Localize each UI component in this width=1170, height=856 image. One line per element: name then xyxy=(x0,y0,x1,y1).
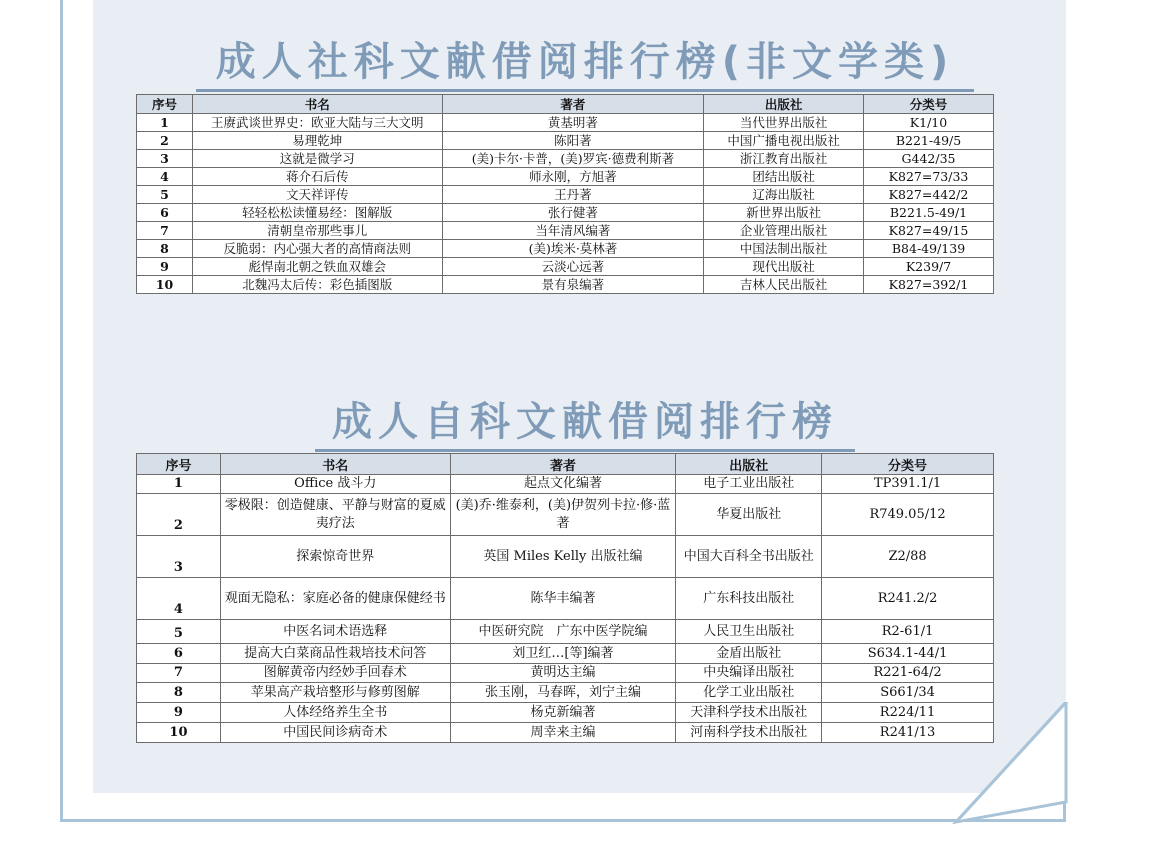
cell-call-number: K239/7 xyxy=(864,258,994,276)
table-header-row xyxy=(137,95,994,114)
section1-heading xyxy=(0,30,1170,92)
cell-index: 4 xyxy=(137,578,221,620)
cell-title: 易理乾坤 xyxy=(192,132,442,150)
cell-publisher: 中央编译出版社 xyxy=(676,664,822,683)
header-author: 著者 xyxy=(450,454,676,475)
cell-index: 6 xyxy=(137,644,221,664)
cell-call-number: S661/34 xyxy=(822,683,994,703)
cell-title: 中医名词术语选释 xyxy=(220,620,450,644)
cell-publisher: 中国大百科全书出版社 xyxy=(676,536,822,578)
cell-call-number: Z2/88 xyxy=(822,536,994,578)
cell-call-number: TP391.1/1 xyxy=(822,475,994,494)
cell-title: 图解黄帝内经妙手回春术 xyxy=(220,664,450,683)
cell-publisher: 当代世界出版社 xyxy=(704,114,864,132)
table-row xyxy=(137,578,994,620)
natural-science-ranking-table xyxy=(136,453,994,743)
section2-title: 成人自科文献借阅排行榜 xyxy=(332,399,838,445)
cell-publisher: 河南科学技术出版社 xyxy=(676,723,822,743)
table-row xyxy=(137,204,994,222)
cell-author: 云淡心远著 xyxy=(442,258,704,276)
cell-title: 轻轻松松读懂易经：图解版 xyxy=(192,204,442,222)
cell-call-number: K827=392/1 xyxy=(864,276,994,294)
table-row xyxy=(137,723,994,743)
cell-index: 4 xyxy=(137,168,193,186)
cell-title: 王赓武谈世界史：欧亚大陆与三大文明 xyxy=(192,114,442,132)
cell-author: 王丹著 xyxy=(442,186,704,204)
table-row xyxy=(137,683,994,703)
cell-title: 北魏冯太后传：彩色插图版 xyxy=(192,276,442,294)
cell-call-number: B221.5-49/1 xyxy=(864,204,994,222)
cell-author: 中医研究院 广东中医学院编 xyxy=(450,620,676,644)
table-row xyxy=(137,664,994,683)
cell-author: 杨克新编著 xyxy=(450,703,676,723)
header-index: 序号 xyxy=(137,454,221,475)
cell-publisher: 浙江教育出版社 xyxy=(704,150,864,168)
cell-index: 7 xyxy=(137,664,221,683)
cell-index: 5 xyxy=(137,620,221,644)
table-row xyxy=(137,168,994,186)
cell-title: 提高大白菜商品性栽培技术问答 xyxy=(220,644,450,664)
cell-publisher: 华夏出版社 xyxy=(676,494,822,536)
cell-index: 9 xyxy=(137,258,193,276)
cell-publisher: 团结出版社 xyxy=(704,168,864,186)
cell-title: 中国民间诊病奇术 xyxy=(220,723,450,743)
cell-index: 2 xyxy=(137,494,221,536)
cell-title: 这就是微学习 xyxy=(192,150,442,168)
cell-author: 黄明达主编 xyxy=(450,664,676,683)
cell-author: 黄基明著 xyxy=(442,114,704,132)
table-row xyxy=(137,222,994,240)
cell-index: 3 xyxy=(137,150,193,168)
header-call-number: 分类号 xyxy=(822,454,994,475)
cell-call-number: R221-64/2 xyxy=(822,664,994,683)
table-row xyxy=(137,494,994,536)
cell-author: 起点文化编著 xyxy=(450,475,676,494)
header-index: 序号 xyxy=(137,95,193,114)
cell-publisher: 广东科技出版社 xyxy=(676,578,822,620)
cell-title: Office 战斗力 xyxy=(220,475,450,494)
table-row xyxy=(137,132,994,150)
cell-publisher: 吉林人民出版社 xyxy=(704,276,864,294)
section1-underline xyxy=(196,89,974,92)
cell-publisher: 辽海出版社 xyxy=(704,186,864,204)
cell-author: 周幸来主编 xyxy=(450,723,676,743)
cell-title: 人体经络养生全书 xyxy=(220,703,450,723)
table-row xyxy=(137,703,994,723)
cell-title: 文天祥评传 xyxy=(192,186,442,204)
cell-call-number: K827=442/2 xyxy=(864,186,994,204)
header-publisher: 出版社 xyxy=(676,454,822,475)
cell-call-number: R224/11 xyxy=(822,703,994,723)
section2-heading xyxy=(0,390,1170,452)
cell-author: (美)乔·维泰利，(美)伊贺列卡拉·修·蓝著 xyxy=(450,494,676,536)
table-row xyxy=(137,240,994,258)
cell-publisher: 中国广播电视出版社 xyxy=(704,132,864,150)
cell-index: 9 xyxy=(137,703,221,723)
cell-call-number: R2-61/1 xyxy=(822,620,994,644)
cell-index: 10 xyxy=(137,723,221,743)
cell-call-number: K827=73/33 xyxy=(864,168,994,186)
section1-title: 成人社科文献借阅排行榜(非文学类) xyxy=(215,39,955,85)
cell-author: 英国 Miles Kelly 出版社编 xyxy=(450,536,676,578)
header-publisher: 出版社 xyxy=(704,95,864,114)
header-title: 书名 xyxy=(220,454,450,475)
cell-title: 蒋介石后传 xyxy=(192,168,442,186)
cell-publisher: 中国法制出版社 xyxy=(704,240,864,258)
cell-publisher: 化学工业出版社 xyxy=(676,683,822,703)
cell-call-number: S634.1-44/1 xyxy=(822,644,994,664)
cell-index: 3 xyxy=(137,536,221,578)
table-row xyxy=(137,114,994,132)
header-title: 书名 xyxy=(192,95,442,114)
cell-publisher: 天津科学技术出版社 xyxy=(676,703,822,723)
table-row xyxy=(137,536,994,578)
social-science-ranking-table xyxy=(136,94,994,294)
cell-author: (美)埃米·莫林著 xyxy=(442,240,704,258)
cell-title: 反脆弱：内心强大者的高情商法则 xyxy=(192,240,442,258)
cell-author: (美)卡尔·卡普，(美)罗宾·德费利斯著 xyxy=(442,150,704,168)
header-author: 著者 xyxy=(442,95,704,114)
cell-title: 零极限：创造健康、平静与财富的夏威夷疗法 xyxy=(220,494,450,536)
cell-author: 张行健著 xyxy=(442,204,704,222)
cell-index: 5 xyxy=(137,186,193,204)
table-row xyxy=(137,475,994,494)
table-row xyxy=(137,276,994,294)
cell-call-number: K827=49/15 xyxy=(864,222,994,240)
cell-publisher: 新世界出版社 xyxy=(704,204,864,222)
cell-title: 清朝皇帝那些事儿 xyxy=(192,222,442,240)
cell-index: 7 xyxy=(137,222,193,240)
cell-index: 1 xyxy=(137,114,193,132)
cell-author: 陈阳著 xyxy=(442,132,704,150)
cell-publisher: 金盾出版社 xyxy=(676,644,822,664)
cell-call-number: G442/35 xyxy=(864,150,994,168)
cell-index: 2 xyxy=(137,132,193,150)
table-row xyxy=(137,620,994,644)
cell-publisher: 人民卫生出版社 xyxy=(676,620,822,644)
table-header-row xyxy=(137,454,994,475)
cell-index: 8 xyxy=(137,683,221,703)
cell-author: 刘卫红…[等]编著 xyxy=(450,644,676,664)
cell-publisher: 电子工业出版社 xyxy=(676,475,822,494)
cell-title: 彪悍南北朝之铁血双雄会 xyxy=(192,258,442,276)
cell-call-number: R241/13 xyxy=(822,723,994,743)
cell-author: 张玉刚，马春晖，刘宁主编 xyxy=(450,683,676,703)
cell-index: 10 xyxy=(137,276,193,294)
table-row xyxy=(137,150,994,168)
cell-author: 师永刚，方旭著 xyxy=(442,168,704,186)
cell-index: 6 xyxy=(137,204,193,222)
cell-index: 8 xyxy=(137,240,193,258)
cell-call-number: B221-49/5 xyxy=(864,132,994,150)
cell-publisher: 现代出版社 xyxy=(704,258,864,276)
cell-author: 景有泉编著 xyxy=(442,276,704,294)
cell-title: 探索惊奇世界 xyxy=(220,536,450,578)
cell-call-number: K1/10 xyxy=(864,114,994,132)
header-call-number: 分类号 xyxy=(864,95,994,114)
cell-author: 陈华丰编著 xyxy=(450,578,676,620)
cell-title: 观面无隐私：家庭必备的健康保健经书 xyxy=(220,578,450,620)
section2-underline xyxy=(315,449,855,452)
cell-title: 苹果高产栽培整形与修剪图解 xyxy=(220,683,450,703)
cell-call-number: B84-49/139 xyxy=(864,240,994,258)
cell-call-number: R241.2/2 xyxy=(822,578,994,620)
table-row xyxy=(137,258,994,276)
table-row xyxy=(137,186,994,204)
cell-index: 1 xyxy=(137,475,221,494)
table-row xyxy=(137,644,994,664)
cell-publisher: 企业管理出版社 xyxy=(704,222,864,240)
cell-author: 当年清风编著 xyxy=(442,222,704,240)
cell-call-number: R749.05/12 xyxy=(822,494,994,536)
